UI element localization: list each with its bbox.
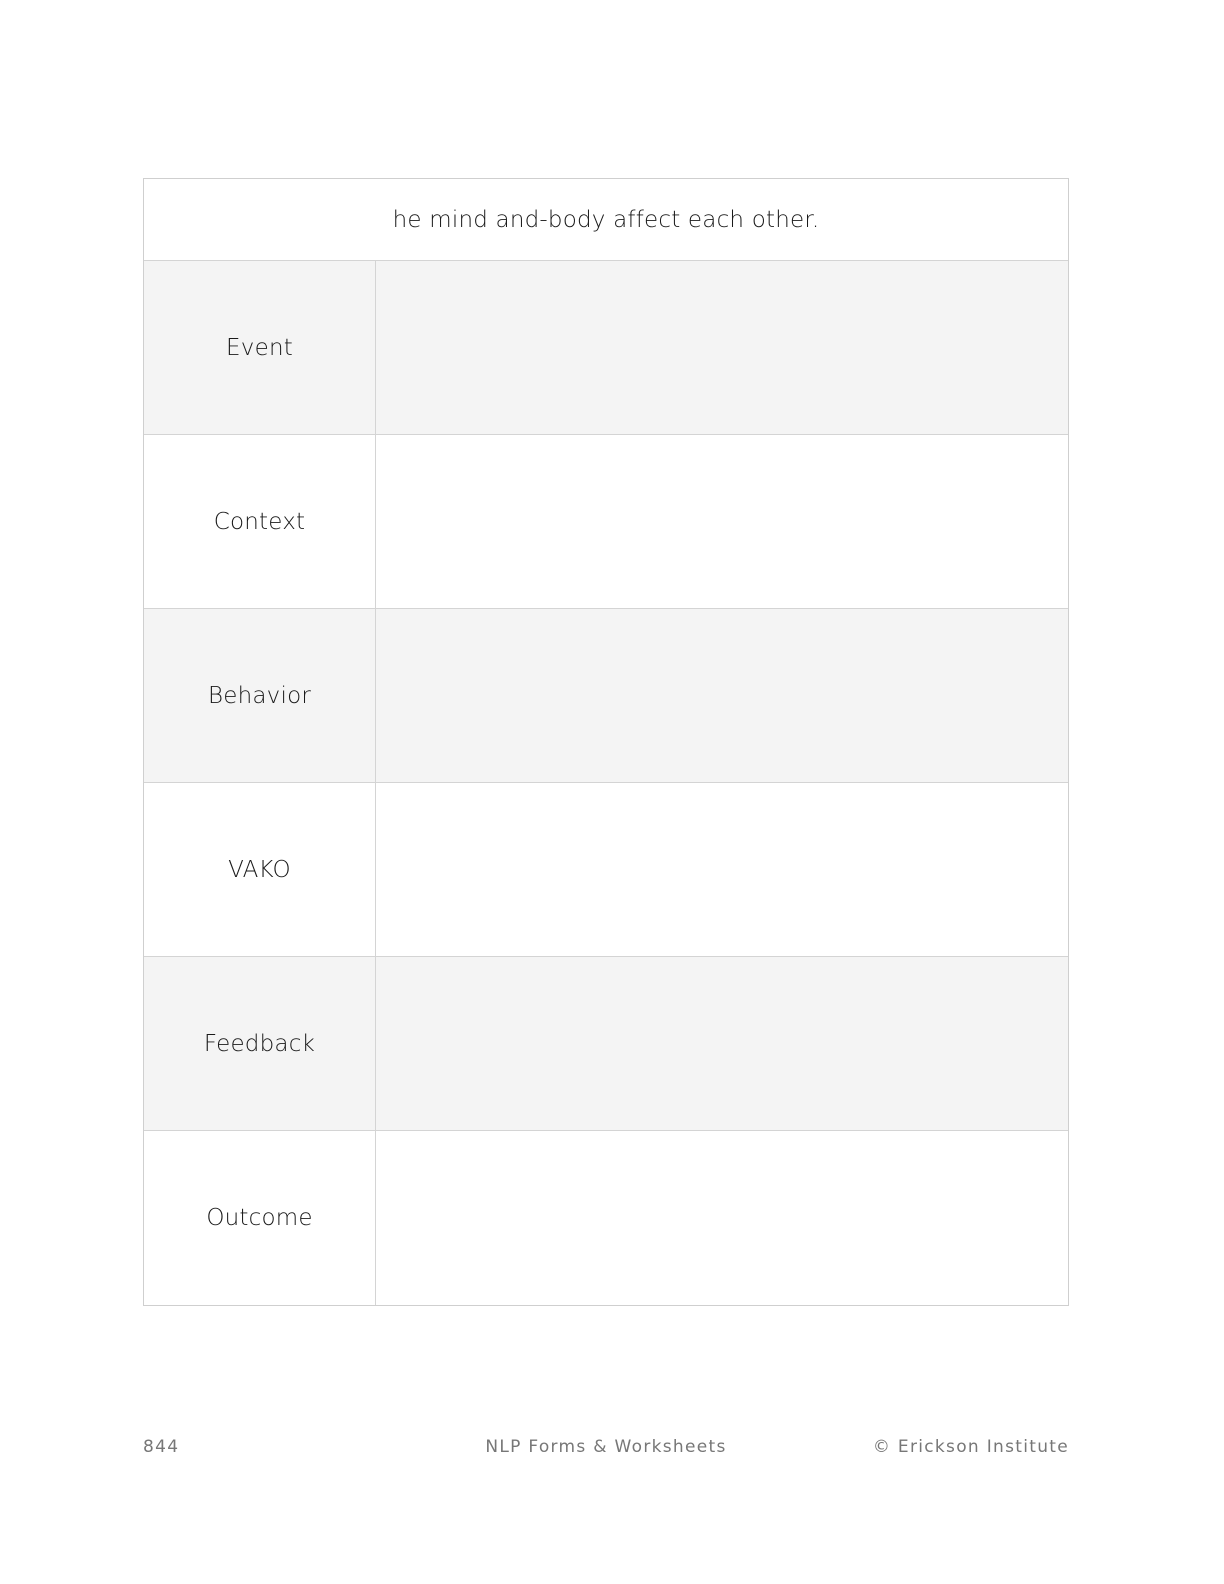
row-label-behavior: Behavior <box>144 609 376 782</box>
table-row-event <box>144 261 1068 435</box>
row-label-vako: VAKO <box>144 783 376 956</box>
table-row-outcome <box>144 1131 1068 1305</box>
entry-field-context[interactable] <box>376 435 1068 608</box>
copyright-notice: © Erickson Institute <box>872 1437 1069 1457</box>
row-label-context: Context <box>144 435 376 608</box>
worksheet-table <box>143 178 1069 1306</box>
table-row-vako <box>144 783 1068 957</box>
row-label-event: Event <box>144 261 376 434</box>
entry-field-behavior[interactable] <box>376 609 1068 782</box>
table-row-feedback <box>144 957 1068 1131</box>
table-row-behavior <box>144 609 1068 783</box>
page-footer <box>143 1437 1069 1461</box>
entry-field-feedback[interactable] <box>376 957 1068 1130</box>
row-label-feedback: Feedback <box>144 957 376 1130</box>
row-label-outcome: Outcome <box>144 1131 376 1305</box>
page-number: 844 <box>143 1437 180 1457</box>
table-row-context <box>144 435 1068 609</box>
entry-field-outcome[interactable] <box>376 1131 1068 1305</box>
entry-field-event[interactable] <box>376 261 1068 434</box>
entry-field-vako[interactable] <box>376 783 1068 956</box>
book-title: NLP Forms & Worksheets <box>485 1437 727 1457</box>
worksheet-header: he mind and-body affect each other. <box>144 179 1068 261</box>
